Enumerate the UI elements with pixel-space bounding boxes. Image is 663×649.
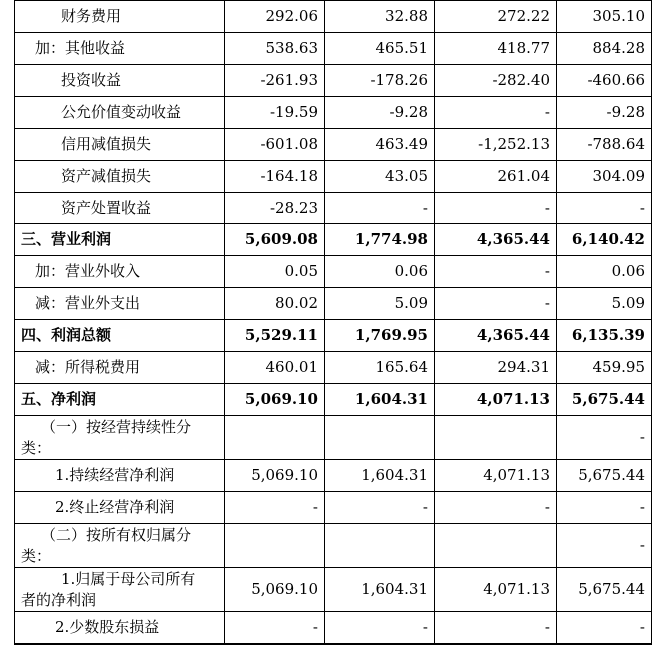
- row-label: 减：营业外支出: [15, 288, 225, 320]
- table-row: [15, 460, 652, 492]
- cell-value: 165.64: [325, 352, 435, 384]
- cell-value: 292.06: [225, 1, 325, 33]
- table-row: [15, 33, 652, 65]
- cell-value: 0.06: [557, 256, 652, 288]
- cell-value: -: [557, 193, 652, 224]
- cell-value: 294.31: [435, 352, 557, 384]
- cell-value: 538.63: [225, 33, 325, 65]
- row-label-line2: 类：: [21, 438, 52, 457]
- cell-value: -: [435, 193, 557, 224]
- table-row: [15, 256, 652, 288]
- cell-value: -: [435, 256, 557, 288]
- row-label: 加：其他收益: [15, 33, 225, 65]
- cell-value: 5,069.10: [225, 568, 325, 612]
- table-row: [15, 352, 652, 384]
- table-row: [15, 288, 652, 320]
- cell-value: 1,769.95: [325, 320, 435, 352]
- row-label-line1: 1.归属于母公司所有: [61, 569, 196, 588]
- cell-value: -601.08: [225, 129, 325, 161]
- cell-value: 1,604.31: [325, 568, 435, 612]
- cell-value: 5,069.10: [225, 384, 325, 416]
- table-row: [15, 568, 652, 612]
- cell-value: -178.26: [325, 65, 435, 97]
- table-row: [15, 524, 652, 568]
- cell-value: 5,675.44: [557, 568, 652, 612]
- row-label: 五、净利润: [15, 384, 225, 416]
- cell-value: 0.05: [225, 256, 325, 288]
- cell-value: -: [225, 612, 325, 644]
- table-row-net-profit: [15, 384, 652, 416]
- cell-value: -282.40: [435, 65, 557, 97]
- cell-value: -1,252.13: [435, 129, 557, 161]
- cell-value: -: [557, 524, 652, 568]
- cell-value: 5,609.08: [225, 224, 325, 256]
- cell-value: 1,774.98: [325, 224, 435, 256]
- cell-value: 305.10: [557, 1, 652, 33]
- cell-value: 5.09: [325, 288, 435, 320]
- cell-value: 80.02: [225, 288, 325, 320]
- row-label: 四、利润总额: [15, 320, 225, 352]
- cell-value: 465.51: [325, 33, 435, 65]
- table-row: [15, 1, 652, 33]
- cell-value: -164.18: [225, 161, 325, 193]
- cell-value: -9.28: [557, 97, 652, 129]
- table-row: [15, 492, 652, 524]
- cell-value: -: [557, 492, 652, 524]
- cell-value: -: [435, 288, 557, 320]
- table-row: [15, 612, 652, 644]
- cell-value: 4,071.13: [435, 568, 557, 612]
- table-row: [15, 416, 652, 460]
- cell-value: -460.66: [557, 65, 652, 97]
- cell-value: 418.77: [435, 33, 557, 65]
- cell-value: 1,604.31: [325, 384, 435, 416]
- cell-value: 261.04: [435, 161, 557, 193]
- cell-value: 5,675.44: [557, 460, 652, 492]
- table-row-operating-profit: [15, 224, 652, 256]
- row-label: 公允价值变动收益: [15, 97, 225, 129]
- row-label: 加：营业外收入: [15, 256, 225, 288]
- cell-value: 4,071.13: [435, 460, 557, 492]
- cell-value: 1,604.31: [325, 460, 435, 492]
- table-row: [15, 97, 652, 129]
- cell-value: 304.09: [557, 161, 652, 193]
- cell-value: 4,365.44: [435, 224, 557, 256]
- cell-value: 32.88: [325, 1, 435, 33]
- cell-value: [325, 416, 435, 460]
- cell-value: 460.01: [225, 352, 325, 384]
- cell-value: [435, 416, 557, 460]
- cell-value: [225, 524, 325, 568]
- cell-value: 272.22: [435, 1, 557, 33]
- cell-value: -: [435, 612, 557, 644]
- cell-value: -: [557, 416, 652, 460]
- row-label: 信用减值损失: [15, 129, 225, 161]
- table-row: [15, 161, 652, 193]
- cell-value: [325, 524, 435, 568]
- cell-value: -788.64: [557, 129, 652, 161]
- row-label: 减：所得税费用: [15, 352, 225, 384]
- row-label: 1.持续经营净利润: [15, 460, 225, 492]
- cell-value: -: [325, 492, 435, 524]
- cell-value: -: [325, 612, 435, 644]
- row-label: 财务费用: [15, 1, 225, 33]
- cell-value: 6,135.39: [557, 320, 652, 352]
- cell-value: 0.06: [325, 256, 435, 288]
- cell-value: -9.28: [325, 97, 435, 129]
- row-label: 三、营业利润: [15, 224, 225, 256]
- cell-value: [225, 416, 325, 460]
- cell-value: 884.28: [557, 33, 652, 65]
- cell-value: 6,140.42: [557, 224, 652, 256]
- row-label: 资产减值损失: [15, 161, 225, 193]
- cell-value: [435, 524, 557, 568]
- cell-value: -28.23: [225, 193, 325, 224]
- cell-value: -: [557, 612, 652, 644]
- cell-value: 5,675.44: [557, 384, 652, 416]
- cell-value: 4,071.13: [435, 384, 557, 416]
- row-label-line1: （二）按所有权归属分: [41, 525, 192, 544]
- row-label-line2: 者的净利润: [21, 590, 97, 609]
- cell-value: -: [435, 97, 557, 129]
- cell-value: -: [225, 492, 325, 524]
- cell-value: 5.09: [557, 288, 652, 320]
- row-label: [15, 416, 225, 460]
- row-label: [15, 568, 225, 612]
- row-label-line1: （一）按经营持续性分: [41, 417, 192, 436]
- cell-value: 4,365.44: [435, 320, 557, 352]
- row-label: 2.少数股东损益: [15, 612, 225, 644]
- cell-value: -19.59: [225, 97, 325, 129]
- table-row: [15, 129, 652, 161]
- cell-value: -: [435, 492, 557, 524]
- row-label: 2.终止经营净利润: [15, 492, 225, 524]
- table-row-total-profit: [15, 320, 652, 352]
- cell-value: 463.49: [325, 129, 435, 161]
- table-row: [15, 65, 652, 97]
- row-label: 资产处置收益: [15, 193, 225, 224]
- cell-value: 5,069.10: [225, 460, 325, 492]
- table-row: [15, 193, 652, 224]
- cell-value: 459.95: [557, 352, 652, 384]
- cell-value: 5,529.11: [225, 320, 325, 352]
- row-label: [15, 524, 225, 568]
- row-label-line2: 类：: [21, 546, 52, 565]
- income-statement-table: [14, 0, 652, 645]
- cell-value: -261.93: [225, 65, 325, 97]
- cell-value: -: [325, 193, 435, 224]
- cell-value: 43.05: [325, 161, 435, 193]
- row-label: 投资收益: [15, 65, 225, 97]
